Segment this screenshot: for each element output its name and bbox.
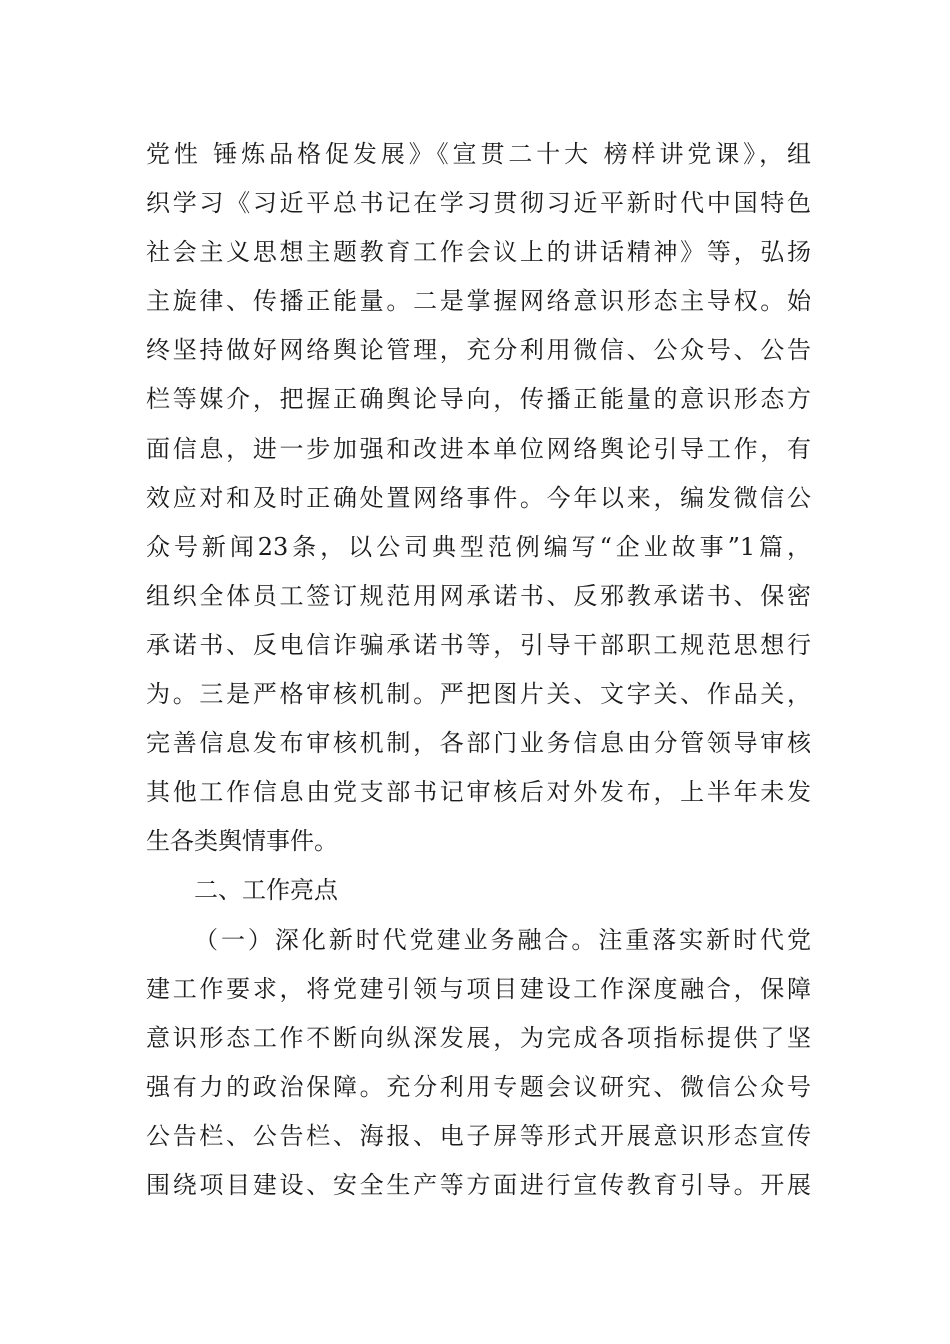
section-heading: 二、工作亮点 bbox=[194, 876, 338, 905]
text-line: 栏等媒介，把握正确舆论导向，传播正能量的意识形态方 bbox=[146, 385, 811, 414]
text-line: 为。三是严格审核机制。严把图片关、文字关、作品关， bbox=[146, 680, 811, 709]
text-line: 面信息，进一步加强和改进本单位网络舆论引导工作，有 bbox=[146, 434, 811, 463]
paragraph-network-ideology bbox=[146, 130, 811, 866]
text-line: 其他工作信息由党支部书记审核后对外发布，上半年未发 bbox=[146, 778, 811, 807]
text-line: 织学习《习近平总书记在学习贯彻习近平新时代中国特色 bbox=[146, 189, 811, 218]
text-line: 承诺书、反电信诈骗承诺书等，引导干部职工规范思想行 bbox=[146, 630, 811, 659]
text-line: 社会主义思想主题教育工作会议上的讲话精神》等，弘扬 bbox=[146, 238, 811, 267]
text-line: 强有力的政治保障。充分利用专题会议研究、微信公众号 bbox=[146, 1072, 811, 1101]
text-line: 效应对和及时正确处置网络事件。今年以来，编发微信公 bbox=[146, 483, 811, 512]
text-line: 建工作要求，将党建引领与项目建设工作深度融合，保障 bbox=[146, 974, 811, 1003]
text-line: 众号新闻23条，以公司典型范例编写“企业故事”1篇， bbox=[146, 532, 811, 561]
text-line: 党性 锤炼品格促发展》《宣贯二十大 榜样讲党课》，组 bbox=[146, 140, 811, 168]
text-line: 终坚持做好网络舆论管理，充分利用微信、公众号、公告 bbox=[146, 336, 811, 365]
text-line: 完善信息发布审核机制，各部门业务信息由分管领导审核 bbox=[146, 729, 811, 758]
paragraph-party-building-integration bbox=[146, 916, 811, 1211]
text-line: 组织全体员工签订规范用网承诺书、反邪教承诺书、保密 bbox=[146, 581, 811, 610]
text-line: 意识形态工作不断向纵深发展，为完成各项指标提供了坚 bbox=[146, 1023, 811, 1052]
text-line: 围绕项目建设、安全生产等方面进行宣传教育引导。开展 bbox=[146, 1170, 811, 1199]
document-body bbox=[146, 130, 811, 1210]
text-line: 公告栏、公告栏、海报、电子屏等形式开展意识形态宣传 bbox=[146, 1121, 811, 1150]
text-line: 主旋律、传播正能量。二是掌握网络意识形态主导权。始 bbox=[146, 287, 811, 316]
text-line: （一）深化新时代党建业务融合。注重落实新时代党 bbox=[194, 925, 811, 954]
text-line: 生各类舆情事件。 bbox=[146, 827, 338, 856]
